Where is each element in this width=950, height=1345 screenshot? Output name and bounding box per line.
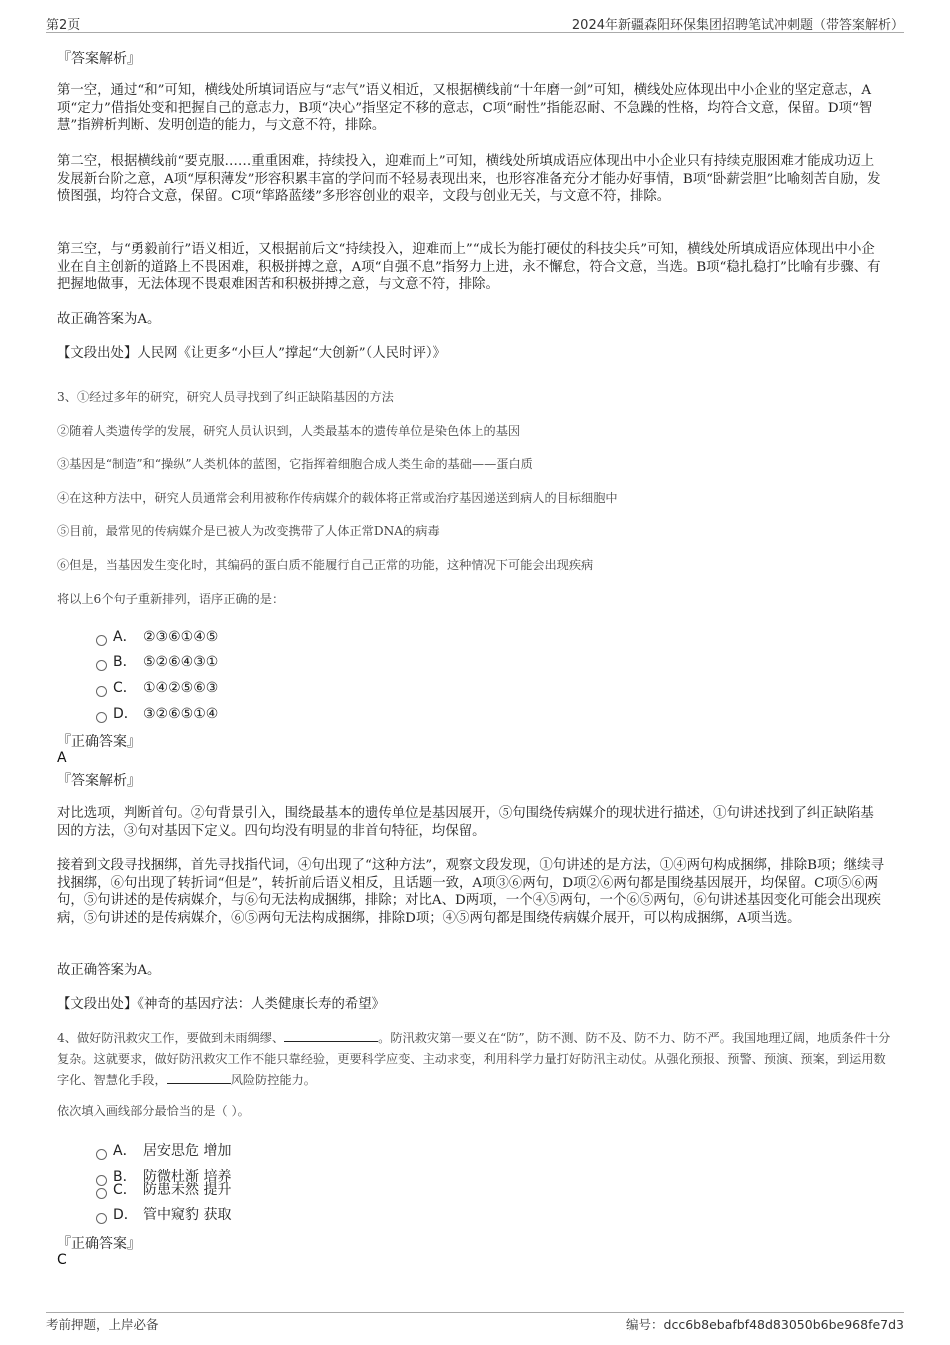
option-text: 防患未然 提升 (143, 1182, 232, 1198)
page-header (46, 10, 904, 33)
footer-slogan: 考前押题，上岸必备 (46, 1317, 159, 1332)
q2-explanation-label: 『答案解析』 (57, 51, 141, 67)
q4-stem-part1: 4、做好防汛救灾工作，要做到未雨绸缪、 (57, 1031, 285, 1045)
q3-option-b[interactable] (96, 651, 218, 671)
q2-explanation-para1: 第一空，通过“和”可知，横线处所填词语应与“志气”语义相近，又根据横线前“十年磨一剑”可知，横线处应体现出中小企业的坚定意志，A项“定力”借指处变和把握自己的意志力，B项“决心”指坚定不移的意志，C项“耐性”指能忍耐、不急躁的性格，均符合文意，保留。D项“智慧”指辨析判断、发明创造的能力，与文意不符，排除。 (57, 83, 873, 133)
document-title: 2024年新疆森阳环保集团招聘笔试冲刺题（带答案解析） (571, 18, 904, 33)
option-key: C． (113, 1182, 137, 1198)
option-text: ②③⑥①④⑤ (143, 629, 219, 645)
q4-option-d[interactable] (96, 1204, 231, 1224)
q3-answer: A (57, 750, 67, 766)
option-text: ①④②⑤⑥③ (143, 680, 219, 696)
q3-conclusion: 故正确答案为A。 (57, 963, 161, 978)
option-key: A． (113, 629, 137, 645)
option-text: ⑤②⑥④③① (143, 654, 219, 670)
q2-source: 【文段出处】人民网《让更多“小巨人”撑起“大创新”（人民时评）》 (57, 346, 446, 361)
q4-blank-1 (284, 1029, 378, 1042)
q3-sentence-6: ⑥但是，当基因发生变化时，其编码的蛋白质不能履行自己正常的功能，这种情况下可能会出现疾病 (57, 558, 594, 572)
q4-answer-label: 『正确答案』 (57, 1236, 141, 1252)
q4-stem-part3: 风险防控能力。 (230, 1073, 316, 1087)
option-key: D． (113, 706, 138, 722)
q4-answer: C (57, 1252, 67, 1268)
option-text: 防微杜渐 培养 (143, 1169, 232, 1185)
q2-conclusion: 故正确答案为A。 (57, 312, 161, 327)
q2-explanation-para2: 第二空，根据横线前“要克服……重重困难，持续投入，迎难而上”可知，横线处所填成语应体现出中小企业只有持续克服困难才能成功迈上发展新台阶之意，A项“厚积薄发”形容积累丰富的学问而不轻易表现出来，也形容准备充分才能办好事情，B项“卧薪尝胆”比喻刻苦自励，发愤图强，均符合文意，保留。C项“筚路蓝缕”多形容创业的艰辛，文段与创业无关，与文意不符，排除。 (57, 154, 881, 204)
radio-button-icon[interactable] (96, 1213, 107, 1224)
q4-blank-2 (167, 1071, 231, 1084)
page-footer (46, 1312, 904, 1337)
q3-option-d[interactable] (96, 703, 218, 723)
q4-option-c[interactable] (96, 1179, 231, 1199)
q3-option-c[interactable] (96, 677, 218, 697)
q2-explanation-para3: 第三空，与“勇毅前行”语义相近，又根据前后文“持续投入，迎难而上”“成长为能打硬仗的科技尖兵”可知，横线处所填成语应体现出中小企业在自主创新的道路上不畏困难，积极拼搏之意，A项“自强不息”指努力上进，永不懈怠，符合文意，当选。B项“稳扎稳打”比喻有步骤、有把握地做事，无法体现不畏艰难困苦和积极拼搏之意，与文意不符，排除。 (57, 242, 881, 292)
q3-answer-label: 『正确答案』 (57, 734, 141, 750)
radio-button-icon[interactable] (96, 686, 107, 697)
code-value: dcc6b8ebafbf48d83050b6be968fe7d3 (663, 1317, 904, 1332)
q4-stem (57, 1028, 897, 1091)
q3-explanation-label: 『答案解析』 (57, 773, 141, 789)
q3-sentence-2: ②随着人类遗传学的发展，研究人员认识到，人类最基本的遗传单位是染色体上的基因 (57, 424, 521, 438)
q3-sentence-3: ③基因是“制造”和“操纵”人类机体的蓝图，它指挥着细胞合成人类生命的基础——蛋白质 (57, 457, 533, 471)
option-key: A． (113, 1143, 137, 1159)
q3-sentence-4: ④在这种方法中，研究人员通常会利用被称作传病媒介的载体将正常或治疗基因递送到病人的目标细胞中 (57, 491, 618, 505)
radio-button-icon[interactable] (96, 1188, 107, 1199)
q4-option-a[interactable] (96, 1140, 231, 1160)
document-code (626, 1315, 904, 1333)
option-key: B． (113, 654, 137, 670)
option-key: C． (113, 680, 137, 696)
option-text: 管中窥豹 获取 (143, 1207, 232, 1223)
radio-button-icon[interactable] (96, 1149, 107, 1160)
q4-prompt: 依次填入画线部分最恰当的是（ ）。 (57, 1104, 250, 1118)
page-number: 第2页 (46, 18, 81, 33)
option-text: ③②⑥⑤①④ (143, 706, 219, 722)
q4-stem-part2: 。防汛救灾第一要义在“防”，防不测、防不及、防不力、防不严。我国地理辽阔，地质条件十分复杂。这就要求，做好防汛救灾工作不能只靠经验，更要科学应变、主动求变，利用科学力量打好防汛主动仗。从强化预报、预警、预演、预案，到运用数字化、智慧化手段， (57, 1031, 891, 1087)
code-label: 编号： (626, 1317, 664, 1332)
q3-explanation-para2: 接着到文段寻找捆绑，首先寻找指代词，④句出现了“这种方法”，观察文段发现，①句讲述的是方法，①④两句构成捆绑，排除B项；继续寻找捆绑，⑥句出现了转折词“但是”，转折前后语义相反，且话题一致，A项③⑥两句，D项②⑥两句都是围绕基因展开，均保留。C项⑤⑥两句，⑤句讲述的是传病媒介，与⑥句无法构成捆绑，排除；对比A、D两项，一个④⑤两句，一个⑥⑤两句，⑥句讲述基因变化可能会出现疾病，⑤句讲述的是传病媒介，⑥⑤两句无法构成捆绑，排除D项；④⑤两句都是围绕传病媒介展开，可以构成捆绑，A项当选。 (57, 858, 884, 926)
radio-button-icon[interactable] (96, 635, 107, 646)
option-key: D． (113, 1207, 138, 1223)
q3-option-a[interactable] (96, 626, 218, 646)
q3-sentence-1: 3、①经过多年的研究，研究人员寻找到了纠正缺陷基因的方法 (57, 390, 394, 404)
q3-explanation-para1: 对比选项，判断首句。②句背景引入，围绕最基本的遗传单位是基因展开，⑤句围绕传病媒介的现状进行描述，①句讲述找到了纠正缺陷基因的方法，③句对基因下定义。四句均没有明显的非首句特征，均保留。 (57, 806, 874, 839)
option-text: 居安思危 增加 (143, 1143, 232, 1159)
radio-button-icon[interactable] (96, 712, 107, 723)
q3-source: 【文段出处】《神奇的基因疗法：人类健康长寿的希望》 (57, 997, 386, 1012)
option-key: B． (113, 1169, 137, 1185)
q3-prompt: 将以上6个句子重新排列，语序正确的是： (57, 592, 285, 606)
q3-sentence-5: ⑤目前，最常见的传病媒介是已被人为改变携带了人体正常DNA的病毒 (57, 524, 440, 538)
radio-button-icon[interactable] (96, 660, 107, 671)
